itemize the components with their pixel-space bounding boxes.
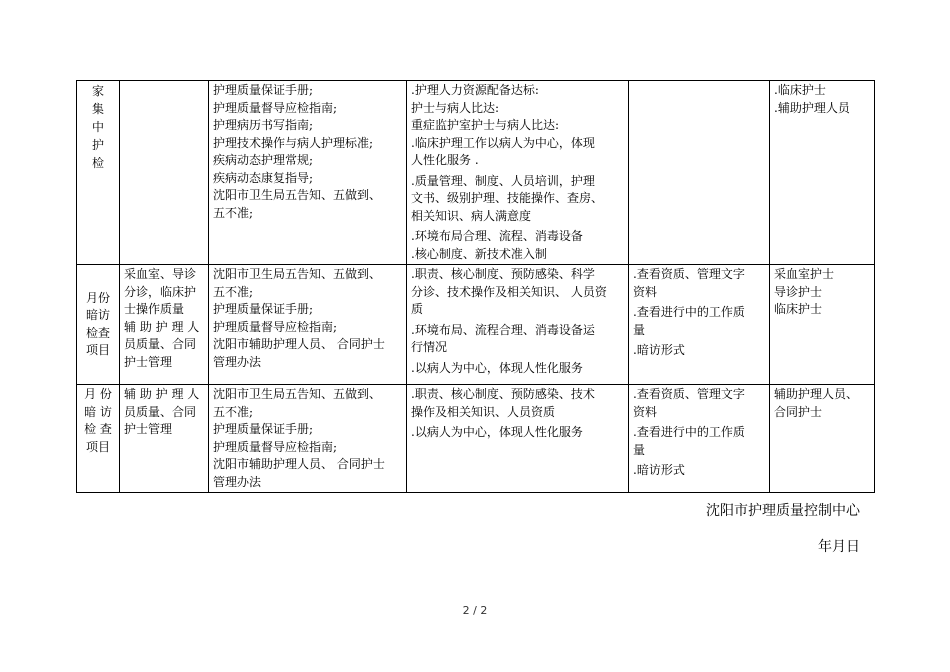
cell-line: 护理质量保证手册; [213,83,314,97]
table-row [77,265,875,385]
inspection-content-cell [407,385,629,493]
cell-line: 暗访 [85,308,110,322]
cell-line: .查看资质、管理文字 [633,267,745,281]
page-number: 2 / 2 [462,604,488,617]
cell-line: 临床护士 [774,302,823,316]
cell-line: 沈阳市卫生局五告知、五做到、 [213,267,382,281]
cell-line: 沈阳市辅助护理人员、 合同护士 [213,457,385,471]
inspection-content-cell [407,81,629,265]
cell-line: 疾病动态康复指导; [213,170,314,185]
cell-line: 质 [411,302,424,316]
footer-organization: 沈阳市护理质量控制中心 [706,503,860,519]
cell-line: 相关知识、病人满意度 [411,208,532,223]
cell-line: 护士管理 [124,354,173,369]
cell-line: 重症监护室护士与病人比达: [411,118,560,132]
cell-line: 辅 助 护 理 人 [124,387,200,401]
row-label-char: 护 [91,138,104,152]
cell-line: 辅 助 护 理 人 [124,319,200,334]
cell-line: .查看进行中的工作质 [633,305,745,319]
row-label-char: 家 [91,84,104,98]
cell-line: 人性化服务 . [411,153,479,167]
cell-line: 五不准; [213,284,254,299]
cell-line: .临床护理工作以病人为中心，体现 [411,135,595,150]
cell-line: 疾病动态护理常规; [213,153,314,167]
cell-line: .查看资质、管理文字 [633,387,745,401]
cell-line: .职责、核心制度、预防感染、科学 [411,267,595,281]
cell-line: 护士管理 [124,422,173,436]
cell-line: .环境布局合理、流程、消毒设备 [411,229,583,243]
inspection-target-cell [120,385,209,493]
cell-line: 分诊、技术操作及相关知识、 人员资 [411,284,607,299]
cell-line: .护理人力资源配备达标: [411,83,539,97]
cell-line: 采血室护士 [774,267,835,281]
cell-line: 员质量、合同 [124,404,197,419]
cell-line: 护理病历书写指南; [213,118,314,132]
cell-line: 量 [633,322,646,337]
cell-line: .核心制度、新技术准入制 [411,246,547,261]
reference-standards-cell [209,265,407,385]
cell-line: 月份 [85,290,110,305]
cell-line: .以病人为中心，体现人性化服务 [411,425,583,439]
cell-line: 检 查 [84,422,112,436]
cell-line: 五不准; [213,205,254,220]
cell-line: 资料 [633,404,658,419]
table-row [77,385,875,493]
cell-line: 护理质量保证手册; [213,302,314,316]
cell-line: .临床护士 [774,83,826,97]
cell-line: 暗 访 [84,404,112,419]
cell-line: 分诊，临床护 [124,284,197,299]
cell-line: 管理办法 [213,354,262,369]
cell-line: 行情况 [411,340,448,354]
cell-line: 沈阳市辅助护理人员、 合同护士 [213,337,385,351]
inspection-content-cell [407,265,629,385]
cell-line: 员质量、合同 [124,337,197,351]
table-row [77,81,875,265]
cell-line: 月 份 [84,387,112,401]
cell-line: 项目 [85,439,110,454]
inspected-staff-cell [770,265,875,385]
cell-line: 护理质量督导应检指南; [213,439,338,454]
cell-line: 采血室、导诊 [124,267,197,281]
row-label [77,385,120,493]
cell-line: 导诊护士 [774,284,823,299]
cell-line: .暗访形式 [633,463,685,477]
footer-date: 年月日 [818,539,860,555]
inspection-target-cell [120,81,209,265]
cell-line: .暗访形式 [633,343,685,357]
cell-line: .职责、核心制度、预防感染、技术 [411,387,595,401]
cell-line: 操作及相关知识、人员资质 [411,404,556,419]
row-label-char: 集 [91,102,104,116]
cell-line: .环境布局、流程合理、消毒设备运 [411,322,595,337]
row-label [77,81,120,265]
cell-line: 护理质量督导应检指南; [213,100,338,115]
cell-line: 辅助护理人员、 [774,387,859,401]
inspection-table [76,80,875,493]
cell-line: 护理技术操作与病人护理标准; [213,135,374,150]
cell-line: 护理质量督导应检指南; [213,319,338,334]
cell-line: 合同护士 [774,404,823,419]
row-label-char: 检 [91,156,104,170]
inspection-method-cell [629,385,770,493]
cell-line: 护士与病人比达: [411,100,500,115]
reference-standards-cell [209,81,407,265]
cell-line: 士操作质量 [124,302,185,316]
cell-line: 文书、级别护理、技能操作、查房、 [411,191,604,205]
inspection-target-cell [120,265,209,385]
cell-line: 护理质量保证手册; [213,422,314,436]
inspection-method-cell [629,265,770,385]
cell-line: .辅助护理人员 [774,100,850,115]
cell-line: 量 [633,442,646,457]
inspected-staff-cell [770,385,875,493]
cell-line: 沈阳市卫生局五告知、五做到、 [213,188,382,202]
inspected-staff-cell [770,81,875,265]
cell-line: 项目 [85,343,110,357]
row-label [77,265,120,385]
cell-line: 管理办法 [213,474,262,489]
cell-line: 五不准; [213,404,254,419]
cell-line: 检查 [85,325,110,340]
cell-line: 沈阳市卫生局五告知、五做到、 [213,387,382,401]
reference-standards-cell [209,385,407,493]
cell-line: .质量管理、制度、人员培训，护理 [411,173,595,188]
cell-line: .查看进行中的工作质 [633,425,745,439]
cell-line: .以病人为中心，体现人性化服务 [411,360,583,375]
cell-line: 资料 [633,284,658,299]
row-label-char: 中 [91,120,104,134]
inspection-method-cell [629,81,770,265]
